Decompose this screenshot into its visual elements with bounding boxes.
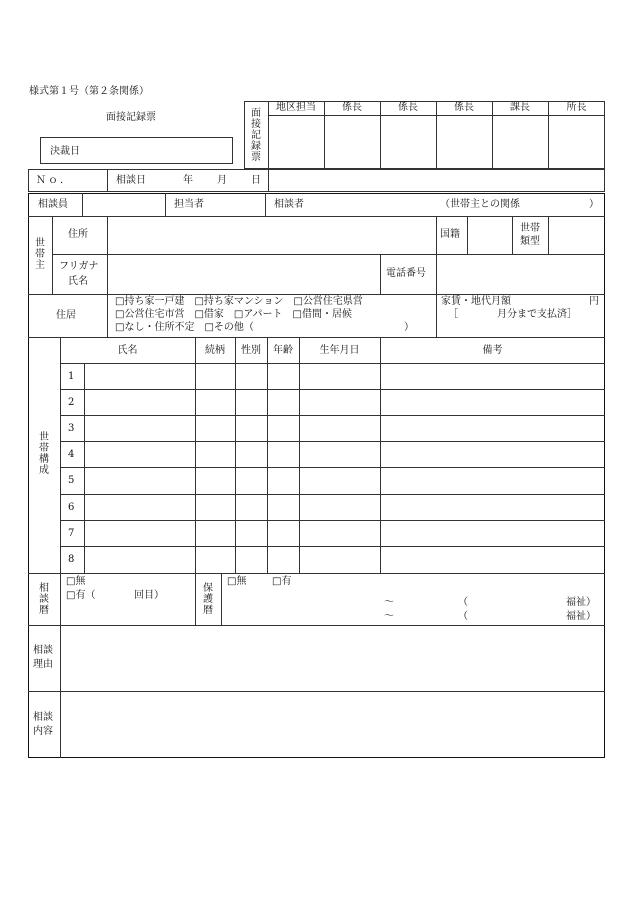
res-divider bbox=[436, 294, 437, 337]
row-number: 5 bbox=[68, 475, 75, 486]
residence-options-3: □なし・住所不定 □その他（ bbox=[115, 322, 254, 333]
hc-divider bbox=[84, 363, 85, 573]
row-line bbox=[28, 625, 605, 626]
history-times-label: 回目） bbox=[134, 590, 164, 601]
staff-divider bbox=[82, 193, 83, 216]
residence-label: 住居 bbox=[56, 310, 76, 321]
row-line bbox=[28, 573, 605, 574]
col-header-relation: 続柄 bbox=[205, 345, 225, 356]
year-label: 年 bbox=[183, 175, 193, 186]
residence-options-2: □公営住宅市営 □借家 □アパート □借間・居候 bbox=[115, 309, 352, 320]
residence-options-1: □持ち家一戸建 □持ち家マンション □公営住宅県営 bbox=[115, 296, 363, 307]
no-label: Ｎｏ． bbox=[36, 175, 72, 186]
col-header-remarks: 備考 bbox=[482, 345, 503, 356]
no-row-divider bbox=[268, 169, 269, 192]
row-number: 4 bbox=[68, 449, 75, 460]
name-label: 氏名 bbox=[68, 276, 88, 287]
form-number: 様式第１号（第２条関係） bbox=[29, 86, 149, 97]
hh-divider bbox=[436, 216, 437, 254]
hc-divider bbox=[299, 337, 300, 573]
hh-divider bbox=[467, 216, 468, 254]
stamp-side-label: 面接記録票 bbox=[251, 108, 261, 163]
main-table bbox=[28, 193, 605, 758]
hc-divider bbox=[60, 337, 61, 573]
hist-divider bbox=[195, 573, 196, 625]
month-label: 月 bbox=[217, 175, 227, 186]
row-line bbox=[60, 363, 605, 364]
row-number: 2 bbox=[68, 397, 75, 408]
hist-divider bbox=[60, 573, 61, 758]
stamp-header: 係長 bbox=[398, 102, 418, 113]
householder-label: 世帯主 bbox=[35, 238, 45, 271]
consultant-label: 相談員 bbox=[38, 199, 68, 210]
rent-unit: 円 bbox=[589, 296, 599, 307]
decision-date-label: 決裁日 bbox=[50, 146, 80, 157]
tilde: ～ bbox=[384, 597, 394, 608]
paid-label: 月分まで支払済］ bbox=[497, 309, 577, 320]
protection-history-label: 保護暦 bbox=[203, 583, 213, 616]
household-type-label: 世帯類型 bbox=[520, 223, 540, 247]
phone-label: 電話番号 bbox=[386, 268, 426, 279]
stamp-header: 所長 bbox=[566, 102, 587, 113]
welfare-label: 福祉） bbox=[566, 597, 596, 608]
stamp-header: 地区担当 bbox=[276, 102, 316, 113]
household-section-label: 世帯構成 bbox=[39, 432, 49, 476]
nationality-label: 国籍 bbox=[440, 229, 460, 240]
residence-options-3-close: ） bbox=[404, 322, 414, 333]
row-number: 1 bbox=[68, 371, 75, 382]
hc-divider bbox=[195, 337, 196, 573]
hh-divider bbox=[436, 254, 437, 294]
hh-divider bbox=[380, 254, 381, 294]
no-row-divider bbox=[107, 169, 108, 192]
hc-divider bbox=[267, 337, 268, 573]
row-number: 6 bbox=[68, 502, 75, 513]
row-line bbox=[28, 337, 605, 338]
content-label: 相談内容 bbox=[33, 712, 53, 737]
row-line bbox=[28, 294, 605, 295]
stamp-header: 係長 bbox=[342, 102, 362, 113]
hh-divider bbox=[52, 216, 53, 294]
row-number: 3 bbox=[68, 423, 75, 434]
hh-divider bbox=[548, 216, 549, 254]
row-line bbox=[28, 216, 605, 217]
reason-label: 相談理由 bbox=[33, 645, 53, 670]
col-header-birthdate: 生年月日 bbox=[319, 345, 360, 356]
row-number: 7 bbox=[68, 528, 75, 539]
tilde: ～ bbox=[384, 611, 394, 622]
row-line bbox=[28, 691, 605, 692]
paid-open: ［ bbox=[448, 309, 458, 320]
row-line bbox=[60, 389, 605, 390]
history-yes-option: □有（ bbox=[66, 590, 96, 601]
staff-divider bbox=[165, 193, 166, 216]
history-none-option: □無 bbox=[66, 576, 86, 587]
form-title: 面接記録票 bbox=[106, 112, 156, 123]
col-header-name: 氏名 bbox=[117, 345, 138, 356]
no-row bbox=[28, 169, 605, 192]
hc-divider bbox=[235, 337, 236, 573]
row-line bbox=[60, 520, 605, 521]
address-label: 住所 bbox=[68, 229, 88, 240]
row-line bbox=[60, 494, 605, 495]
consult-date-label: 相談日 bbox=[116, 175, 146, 186]
col-header-age: 年齢 bbox=[273, 345, 293, 356]
stamp-header: 課長 bbox=[510, 102, 530, 113]
paren-open: （ bbox=[458, 611, 468, 622]
client-label: 相談者 bbox=[274, 199, 304, 210]
row-line bbox=[60, 415, 605, 416]
protection-none-option: □無 bbox=[227, 576, 247, 587]
protection-yes-option: □有 bbox=[272, 576, 292, 587]
row-line bbox=[60, 546, 605, 547]
res-divider bbox=[107, 294, 108, 337]
welfare-label: 福祉） bbox=[566, 611, 596, 622]
row-line bbox=[52, 254, 605, 255]
relation-close: ） bbox=[589, 199, 599, 210]
row-line bbox=[60, 467, 605, 468]
person-in-charge-label: 担当者 bbox=[174, 199, 204, 210]
staff-divider bbox=[265, 193, 266, 216]
consult-history-label: 相談暦 bbox=[39, 583, 49, 616]
hh-divider bbox=[107, 216, 108, 294]
paren-open: （ bbox=[458, 597, 468, 608]
rent-label: 家賃・地代月額 bbox=[441, 296, 511, 307]
furigana-label: フリガナ bbox=[59, 261, 99, 272]
col-header-sex: 性別 bbox=[241, 345, 261, 356]
hh-divider bbox=[512, 216, 513, 254]
hist-divider bbox=[221, 573, 222, 625]
stamp-header: 係長 bbox=[454, 102, 474, 113]
row-number: 8 bbox=[68, 554, 75, 565]
hc-divider bbox=[380, 337, 381, 573]
relation-label: （世帯主との関係 bbox=[440, 199, 520, 210]
day-label: 日 bbox=[251, 175, 261, 186]
row-line bbox=[60, 441, 605, 442]
